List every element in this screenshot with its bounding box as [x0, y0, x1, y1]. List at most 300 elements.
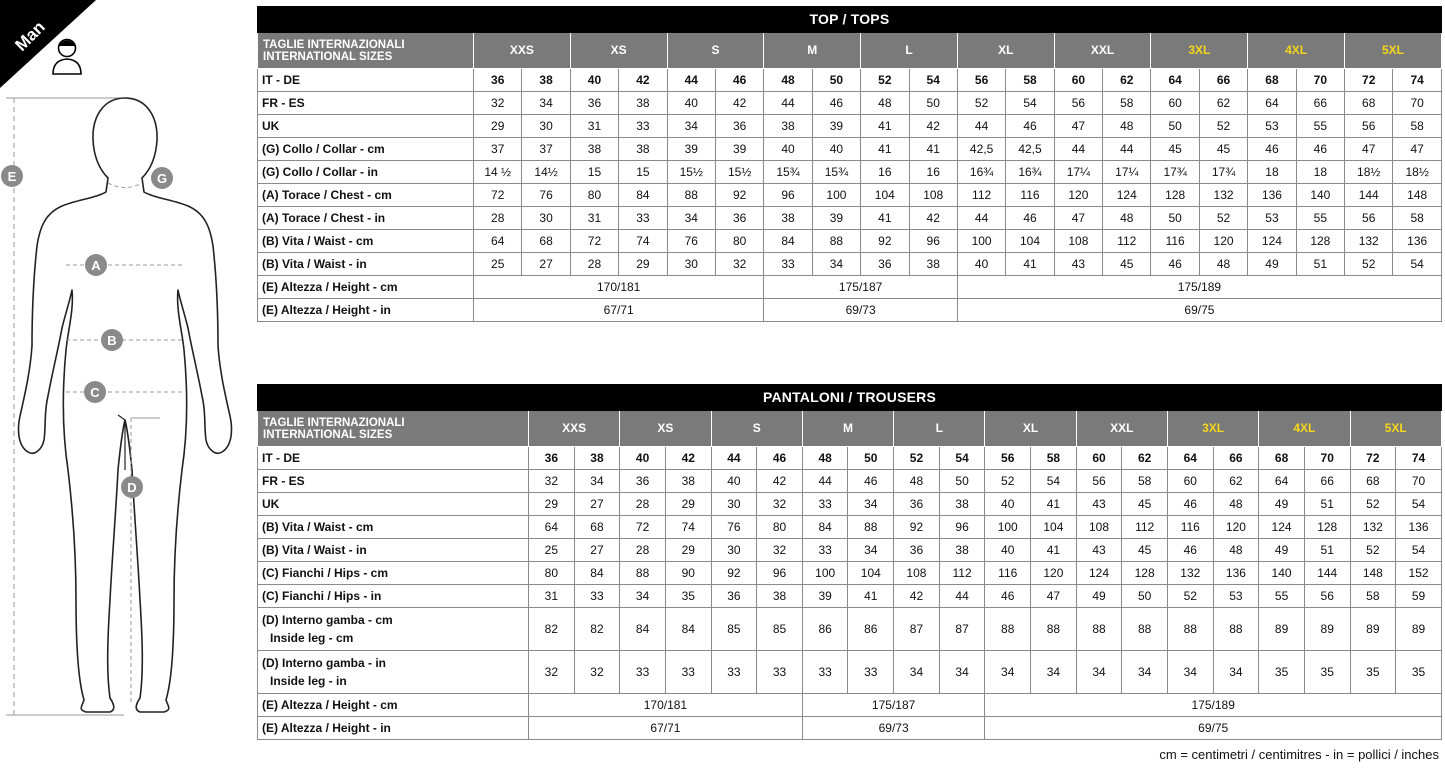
- value-cell: 64: [474, 230, 522, 253]
- value-cell: 30: [711, 539, 757, 562]
- value-cell: 34: [574, 470, 620, 493]
- merged-value-cell: 69/75: [957, 299, 1441, 322]
- units-footnote: cm = centimetri / centimitres - in = pollici / inches: [1159, 747, 1439, 762]
- marker-a-label: A: [91, 258, 101, 273]
- trousers-row: [258, 447, 1442, 470]
- value-cell: 15: [619, 161, 667, 184]
- row-label: [258, 608, 529, 651]
- value-cell: 66: [1213, 447, 1259, 470]
- value-cell: 28: [620, 493, 666, 516]
- value-cell: 38: [619, 138, 667, 161]
- value-cell: 88: [667, 184, 715, 207]
- value-cell: 68: [1345, 92, 1393, 115]
- man-badge-label: Man: [11, 17, 49, 55]
- value-cell: 29: [665, 493, 711, 516]
- value-cell: 44: [939, 585, 985, 608]
- value-cell: 80: [529, 562, 575, 585]
- value-cell: 52: [1345, 253, 1393, 276]
- size-header-l: L: [894, 411, 985, 447]
- value-cell: 72: [620, 516, 666, 539]
- value-cell: 34: [1213, 651, 1259, 694]
- value-cell: 44: [1103, 138, 1151, 161]
- value-cell: 16¾: [957, 161, 1005, 184]
- value-cell: 17¼: [1054, 161, 1102, 184]
- value-cell: 36: [620, 470, 666, 493]
- value-cell: 16: [861, 161, 909, 184]
- value-cell: 60: [1076, 447, 1122, 470]
- value-cell: 32: [757, 493, 803, 516]
- value-cell: 34: [812, 253, 860, 276]
- value-cell: 34: [620, 585, 666, 608]
- merged-value-cell: 175/189: [985, 694, 1442, 717]
- value-cell: 55: [1296, 207, 1344, 230]
- value-cell: 43: [1076, 493, 1122, 516]
- value-cell: 46: [812, 92, 860, 115]
- value-cell: 68: [1350, 470, 1396, 493]
- value-cell: 112: [1122, 516, 1168, 539]
- value-cell: 104: [861, 184, 909, 207]
- value-cell: 74: [1393, 69, 1441, 92]
- value-cell: 53: [1213, 585, 1259, 608]
- value-cell: 88: [1167, 608, 1213, 651]
- body-outline: [19, 98, 232, 712]
- value-cell: 45: [1122, 539, 1168, 562]
- row-label-line: (D) Interno gamba - in: [262, 656, 386, 670]
- value-cell: 86: [802, 608, 848, 651]
- value-cell: 31: [570, 115, 618, 138]
- value-cell: 120: [1054, 184, 1102, 207]
- value-cell: 88: [1031, 608, 1077, 651]
- value-cell: 41: [1031, 493, 1077, 516]
- marker-b: [101, 329, 123, 351]
- value-cell: 38: [522, 69, 570, 92]
- marker-e: [1, 165, 23, 187]
- value-cell: 86: [848, 608, 894, 651]
- value-cell: 112: [939, 562, 985, 585]
- value-cell: 36: [715, 207, 763, 230]
- trousers-row: [258, 493, 1442, 516]
- row-label: [258, 207, 474, 230]
- value-cell: 40: [711, 470, 757, 493]
- value-cell: 49: [1259, 539, 1305, 562]
- value-cell: 74: [665, 516, 711, 539]
- row-label-line: (D) Interno gamba - cm: [262, 613, 393, 627]
- row-label-line: UK: [262, 119, 280, 133]
- value-cell: 25: [529, 539, 575, 562]
- value-cell: 58: [1006, 69, 1054, 92]
- value-cell: 15½: [667, 161, 715, 184]
- value-cell: 46: [1167, 539, 1213, 562]
- value-cell: 89: [1259, 608, 1305, 651]
- value-cell: 89: [1350, 608, 1396, 651]
- value-cell: 104: [1031, 516, 1077, 539]
- trousers-row: [258, 717, 1442, 740]
- value-cell: 38: [939, 539, 985, 562]
- value-cell: 50: [939, 470, 985, 493]
- value-cell: 92: [711, 562, 757, 585]
- value-cell: 18½: [1345, 161, 1393, 184]
- value-cell: 104: [848, 562, 894, 585]
- value-cell: 100: [957, 230, 1005, 253]
- value-cell: 33: [665, 651, 711, 694]
- value-cell: 64: [1151, 69, 1199, 92]
- value-cell: 30: [522, 207, 570, 230]
- value-cell: 40: [985, 493, 1031, 516]
- value-cell: 41: [861, 207, 909, 230]
- value-cell: 116: [1006, 184, 1054, 207]
- value-cell: 60: [1054, 69, 1102, 92]
- value-cell: 41: [861, 138, 909, 161]
- value-cell: 48: [1213, 493, 1259, 516]
- value-cell: 33: [802, 493, 848, 516]
- value-cell: 46: [1296, 138, 1344, 161]
- row-label: [258, 694, 529, 717]
- value-cell: 48: [1103, 207, 1151, 230]
- value-cell: 85: [757, 608, 803, 651]
- value-cell: 96: [757, 562, 803, 585]
- value-cell: 84: [665, 608, 711, 651]
- value-cell: 18: [1248, 161, 1296, 184]
- row-label-line: IT - DE: [262, 73, 300, 87]
- row-label-line: (B) Vita / Waist - cm: [262, 234, 374, 248]
- row-label: [258, 69, 474, 92]
- row-label: [258, 717, 529, 740]
- value-cell: 136: [1248, 184, 1296, 207]
- value-cell: 42: [665, 447, 711, 470]
- size-header-5xl: 5XL: [1345, 33, 1442, 69]
- trousers-row: [258, 539, 1442, 562]
- value-cell: 34: [667, 207, 715, 230]
- value-cell: 39: [715, 138, 763, 161]
- value-cell: 30: [667, 253, 715, 276]
- value-cell: 49: [1259, 493, 1305, 516]
- value-cell: 53: [1248, 207, 1296, 230]
- row-label-line: FR - ES: [262, 96, 305, 110]
- row-label: [258, 493, 529, 516]
- value-cell: 45: [1122, 493, 1168, 516]
- value-cell: 45: [1151, 138, 1199, 161]
- merged-value-cell: 175/187: [764, 276, 958, 299]
- value-cell: 42,5: [957, 138, 1005, 161]
- row-label: [258, 92, 474, 115]
- value-cell: 96: [939, 516, 985, 539]
- row-label: [258, 161, 474, 184]
- value-cell: 36: [529, 447, 575, 470]
- value-cell: 39: [812, 207, 860, 230]
- merged-value-cell: 67/71: [529, 717, 803, 740]
- value-cell: 35: [1259, 651, 1305, 694]
- merged-value-cell: 69/75: [985, 717, 1442, 740]
- value-cell: 72: [1350, 447, 1396, 470]
- value-cell: 52: [1167, 585, 1213, 608]
- value-cell: 52: [894, 447, 940, 470]
- merged-value-cell: 67/71: [474, 299, 764, 322]
- value-cell: 40: [985, 539, 1031, 562]
- value-cell: 44: [764, 92, 812, 115]
- value-cell: 58: [1350, 585, 1396, 608]
- row-label: [258, 115, 474, 138]
- value-cell: 80: [570, 184, 618, 207]
- value-cell: 128: [1296, 230, 1344, 253]
- merged-value-cell: 170/181: [474, 276, 764, 299]
- value-cell: 120: [1031, 562, 1077, 585]
- row-label-line: (G) Collo / Collar - cm: [262, 142, 385, 156]
- merged-value-cell: 170/181: [529, 694, 803, 717]
- value-cell: 116: [1151, 230, 1199, 253]
- value-cell: 33: [574, 585, 620, 608]
- value-cell: 33: [802, 651, 848, 694]
- value-cell: 74: [619, 230, 667, 253]
- value-cell: 136: [1396, 516, 1442, 539]
- value-cell: 34: [1122, 651, 1168, 694]
- value-cell: 58: [1393, 115, 1441, 138]
- value-cell: 18: [1296, 161, 1344, 184]
- value-cell: 32: [474, 92, 522, 115]
- value-cell: 38: [764, 115, 812, 138]
- value-cell: 16¾: [1006, 161, 1054, 184]
- marker-d: [121, 476, 143, 498]
- row-label-line: (E) Altezza / Height - in: [262, 721, 391, 735]
- value-cell: 36: [894, 493, 940, 516]
- value-cell: 34: [985, 651, 1031, 694]
- value-cell: 58: [1031, 447, 1077, 470]
- value-cell: 46: [985, 585, 1031, 608]
- value-cell: 56: [985, 447, 1031, 470]
- row-label-line: UK: [262, 497, 280, 511]
- value-cell: 59: [1396, 585, 1442, 608]
- row-label-line: IT - DE: [262, 451, 300, 465]
- value-cell: 42: [894, 585, 940, 608]
- value-cell: 34: [1031, 651, 1077, 694]
- value-cell: 34: [667, 115, 715, 138]
- value-cell: 15½: [715, 161, 763, 184]
- value-cell: 84: [619, 184, 667, 207]
- value-cell: 84: [764, 230, 812, 253]
- value-cell: 42: [715, 92, 763, 115]
- size-header-xs: XS: [620, 411, 711, 447]
- value-cell: 48: [1103, 115, 1151, 138]
- value-cell: 136: [1213, 562, 1259, 585]
- trousers-row: [258, 470, 1442, 493]
- size-header-xs: XS: [570, 33, 667, 69]
- value-cell: 52: [957, 92, 1005, 115]
- value-cell: 96: [764, 184, 812, 207]
- value-cell: 68: [574, 516, 620, 539]
- value-cell: 54: [1396, 493, 1442, 516]
- value-cell: 88: [848, 516, 894, 539]
- value-cell: 64: [1259, 470, 1305, 493]
- value-cell: 35: [665, 585, 711, 608]
- tops-table-title: TOP / TOPS: [258, 7, 1442, 33]
- value-cell: 50: [812, 69, 860, 92]
- value-cell: 18½: [1393, 161, 1441, 184]
- value-cell: 38: [764, 207, 812, 230]
- international-sizes-label: [258, 33, 474, 69]
- value-cell: 31: [570, 207, 618, 230]
- value-cell: 62: [1103, 69, 1151, 92]
- row-label: [258, 516, 529, 539]
- row-label: [258, 138, 474, 161]
- value-cell: 80: [757, 516, 803, 539]
- value-cell: 144: [1304, 562, 1350, 585]
- trousers-table-body: [258, 385, 1442, 740]
- value-cell: 49: [1248, 253, 1296, 276]
- tops-row: [258, 207, 1442, 230]
- marker-e-label: E: [7, 169, 17, 184]
- value-cell: 54: [909, 69, 957, 92]
- value-cell: 34: [848, 539, 894, 562]
- value-cell: 38: [574, 447, 620, 470]
- row-label-line: (C) Fianchi / Hips - cm: [262, 566, 389, 580]
- value-cell: 29: [665, 539, 711, 562]
- value-cell: 46: [1006, 207, 1054, 230]
- value-cell: 44: [667, 69, 715, 92]
- value-cell: 33: [711, 651, 757, 694]
- value-cell: 108: [1076, 516, 1122, 539]
- value-cell: 46: [848, 470, 894, 493]
- value-cell: 47: [1393, 138, 1441, 161]
- tops-title-row: [258, 7, 1442, 33]
- marker-d-label: D: [127, 480, 137, 495]
- value-cell: 108: [894, 562, 940, 585]
- merged-value-cell: 175/187: [802, 694, 985, 717]
- row-label-line: Inside leg - in: [270, 674, 347, 688]
- value-cell: 89: [1396, 608, 1442, 651]
- row-label-line: Inside leg - cm: [270, 631, 354, 645]
- value-cell: 46: [715, 69, 763, 92]
- value-cell: 112: [957, 184, 1005, 207]
- row-label-line: (B) Vita / Waist - in: [262, 543, 367, 557]
- size-header-xxs: XXS: [529, 411, 620, 447]
- value-cell: 41: [848, 585, 894, 608]
- value-cell: 48: [1199, 253, 1247, 276]
- trousers-row: [258, 694, 1442, 717]
- value-cell: 68: [522, 230, 570, 253]
- row-label: [258, 651, 529, 694]
- value-cell: 62: [1213, 470, 1259, 493]
- row-label: [258, 230, 474, 253]
- row-label-line: (B) Vita / Waist - in: [262, 257, 367, 271]
- value-cell: 36: [894, 539, 940, 562]
- trousers-row: [258, 562, 1442, 585]
- row-label: [258, 470, 529, 493]
- value-cell: 92: [894, 516, 940, 539]
- value-cell: 44: [957, 115, 1005, 138]
- value-cell: 100: [802, 562, 848, 585]
- value-cell: 35: [1396, 651, 1442, 694]
- value-cell: 33: [802, 539, 848, 562]
- trousers-row: [258, 516, 1442, 539]
- value-cell: 48: [764, 69, 812, 92]
- value-cell: 50: [1151, 207, 1199, 230]
- value-cell: 41: [1031, 539, 1077, 562]
- value-cell: 128: [1151, 184, 1199, 207]
- value-cell: 120: [1213, 516, 1259, 539]
- value-cell: 46: [1248, 138, 1296, 161]
- value-cell: 56: [1345, 207, 1393, 230]
- value-cell: 40: [812, 138, 860, 161]
- value-cell: 58: [1393, 207, 1441, 230]
- value-cell: 66: [1199, 69, 1247, 92]
- value-cell: 46: [757, 447, 803, 470]
- value-cell: 34: [1076, 651, 1122, 694]
- value-cell: 36: [715, 115, 763, 138]
- value-cell: 40: [764, 138, 812, 161]
- value-cell: 27: [574, 493, 620, 516]
- value-cell: 76: [711, 516, 757, 539]
- tops-row: [258, 230, 1442, 253]
- value-cell: 52: [1350, 493, 1396, 516]
- value-cell: 100: [812, 184, 860, 207]
- row-label: [258, 299, 474, 322]
- value-cell: 44: [802, 470, 848, 493]
- row-label: [258, 184, 474, 207]
- value-cell: 32: [529, 651, 575, 694]
- size-header-xxs: XXS: [474, 33, 571, 69]
- value-cell: 132: [1199, 184, 1247, 207]
- size-header-m: M: [764, 33, 861, 69]
- value-cell: 33: [620, 651, 666, 694]
- value-cell: 51: [1304, 493, 1350, 516]
- value-cell: 38: [909, 253, 957, 276]
- value-cell: 124: [1248, 230, 1296, 253]
- value-cell: 29: [619, 253, 667, 276]
- value-cell: 49: [1076, 585, 1122, 608]
- value-cell: 40: [620, 447, 666, 470]
- value-cell: 70: [1304, 447, 1350, 470]
- value-cell: 100: [985, 516, 1031, 539]
- value-cell: 40: [570, 69, 618, 92]
- value-cell: 28: [474, 207, 522, 230]
- merged-value-cell: 69/73: [802, 717, 985, 740]
- value-cell: 32: [715, 253, 763, 276]
- size-header-m: M: [802, 411, 893, 447]
- value-cell: 36: [711, 585, 757, 608]
- value-cell: 70: [1393, 92, 1441, 115]
- value-cell: 116: [1167, 516, 1213, 539]
- value-cell: 70: [1296, 69, 1344, 92]
- value-cell: 28: [620, 539, 666, 562]
- value-cell: 30: [522, 115, 570, 138]
- international-sizes-label: [258, 411, 529, 447]
- value-cell: 42,5: [1006, 138, 1054, 161]
- value-cell: 50: [1151, 115, 1199, 138]
- value-cell: 132: [1350, 516, 1396, 539]
- value-cell: 41: [909, 138, 957, 161]
- value-cell: 128: [1304, 516, 1350, 539]
- value-cell: 42: [619, 69, 667, 92]
- row-label: [258, 253, 474, 276]
- tops-row: [258, 253, 1442, 276]
- value-cell: 87: [939, 608, 985, 651]
- value-cell: 72: [570, 230, 618, 253]
- row-label: [258, 539, 529, 562]
- value-cell: 34: [1167, 651, 1213, 694]
- value-cell: 38: [665, 470, 711, 493]
- value-cell: 43: [1054, 253, 1102, 276]
- value-cell: 41: [861, 115, 909, 138]
- value-cell: 52: [1199, 207, 1247, 230]
- value-cell: 35: [1350, 651, 1396, 694]
- man-silhouette: [0, 0, 250, 768]
- value-cell: 56: [1345, 115, 1393, 138]
- trousers-header-row: [258, 411, 1442, 447]
- value-cell: 46: [1151, 253, 1199, 276]
- value-cell: 108: [1054, 230, 1102, 253]
- value-cell: 62: [1122, 447, 1168, 470]
- value-cell: 62: [1199, 92, 1247, 115]
- value-cell: 52: [861, 69, 909, 92]
